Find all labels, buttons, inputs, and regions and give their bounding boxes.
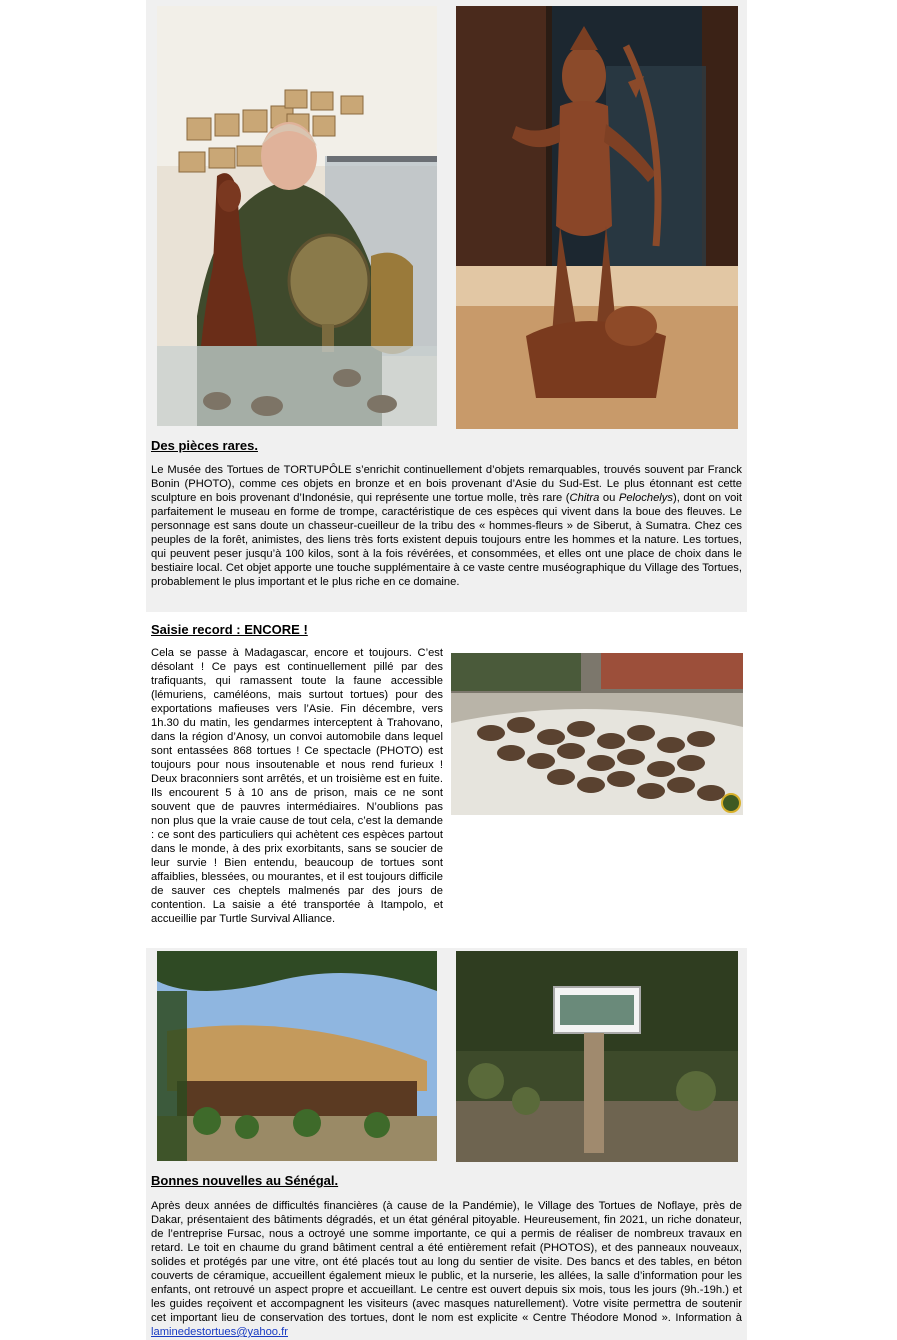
text-part: ), dont on voit parfaitement le museau en forme de trompe, caractéristique de ces espèces qui vivent dans la boue des fleuves. Le personnage est sans doute un chasseur-cueilleur de la tribu des « hommes-fleurs » de Siberut, à Sumatra. Chez ces peuples de la forêt, animistes, des liens très forts existent depuis toujours entre les hommes et la nature. Les tortues, qui peuvent peser jusqu’à 100 kilos, sont à la fois révérées, et consommées, et elles ont une place de choix dans le bestiaire local. Cet objet apporte une touche supplémentaire à ce vaste centre muséographique du Village des Tortues, probablement le plus important et le plus riche en ce domaine.	[151, 492, 742, 588]
section-text-senegal	[151, 1199, 742, 1339]
section-text-rare-pieces	[151, 463, 742, 589]
text-part: Le Musée des Tortues de TORTUPÔLE s’enrichit continuellement d’objets remarquables, trouvés souvent par Franck Bonin (PHOTO), comme ces objets en bronze et en bois provenant d’Asie du Sud-Est. Le plus étonnant est cette sculpture en bois provenant d’Indonésie, qui représente une tortue molle, très rare (	[151, 464, 742, 504]
trail-sign-photo	[456, 951, 738, 1162]
text-part: Après deux années de difficultés financières (à cause de la Pandémie), le Village des Tortues de Noflaye, près de Dakar, présentaient des bâtiments dégradés, et un état général pitoyable. Heureusement, fin 2021, un riche donateur, de l’entreprise Fursac, nous a octroyé une somme importante, ce qui a permis de réaliser de nombreux travaux en retard. Le toit en chaume du grand bâtiment central a été entièrement refait (PHOTOS), et des panneaux nouveaux, solides et protégés par une vitre, ont été placés tout au long du sentier de visite. Des bancs et des tables, en béton couverts de céramique, accueillent également mieux le public, et la nurserie, les allées, la salle d’information pour les enfants, ont retrouvé un aspect propre et accueillant. Le centre est ouvert depuis six mois, tous les jours (9h.-19h.) et les guides reçoivent et accompagnent les visiteurs (avec masques naturellement). Votre visite permettra de soutenir cet important lieu de conservation des tortues, dont le nom est explicite « Centre Théodore Monod ». Information à	[151, 1200, 742, 1324]
section-text-seizure: Cela se passe à Madagascar, encore et toujours. C’est désolant ! Ce pays est continuellement pillé par des trafiquants, qui ramassent toute la faune accessible (lémuriens, caméléons, mais surtout tortues) pour des exportations mafieuses vers l’Asie. Fin décembre, vers 1h.30 du matin, les gendarmes interceptent à Trahovano, dans la région d’Anosy, un convoi automobile dans lequel sont entassées 868 tortues ! Ce spectacle (PHOTO) est toujours pour nous insoutenable et nous rend furieux ! Deux braconniers sont arrêtés, et un troisième est en fuite. Ils encourent 5 à 10 ans de prison, mais ce ne sont souvent que de pauvres intermédiaires. N’oublions pas non plus que la vraie cause de tout cela, c’est la demande : ce sont des particuliers qui achètent ces espèces partout dans le monde, à des prix exorbitants, sans se soucier de leur survie ! Bien entendu, beaucoup de tortues sont affaiblies, blessées, ou mourantes, et il est toujours difficile de sauver ces cheptels malmenés par des jours de contention. La saisie a été transportée à Itampolo, et accueillie par Turtle Survival Alliance.	[151, 647, 443, 925]
section-heading-senegal: Bonnes nouvelles au Sénégal.	[151, 1173, 339, 1188]
archer-statue-photo	[456, 6, 738, 429]
thatched-building-photo	[157, 951, 437, 1161]
email-link[interactable]: laminedestortues@yahoo.fr	[151, 1326, 288, 1338]
museum-man-photo	[157, 6, 437, 426]
species-pelochelys: Pelochelys	[618, 492, 673, 504]
section-heading-rare-pieces: Des pièces rares.	[151, 438, 258, 453]
species-chitra: Chitra	[569, 492, 600, 504]
section-heading-seizure: Saisie record : ENCORE !	[151, 622, 308, 637]
seized-tortoises-photo	[451, 653, 743, 815]
text-part: ou	[599, 492, 619, 504]
